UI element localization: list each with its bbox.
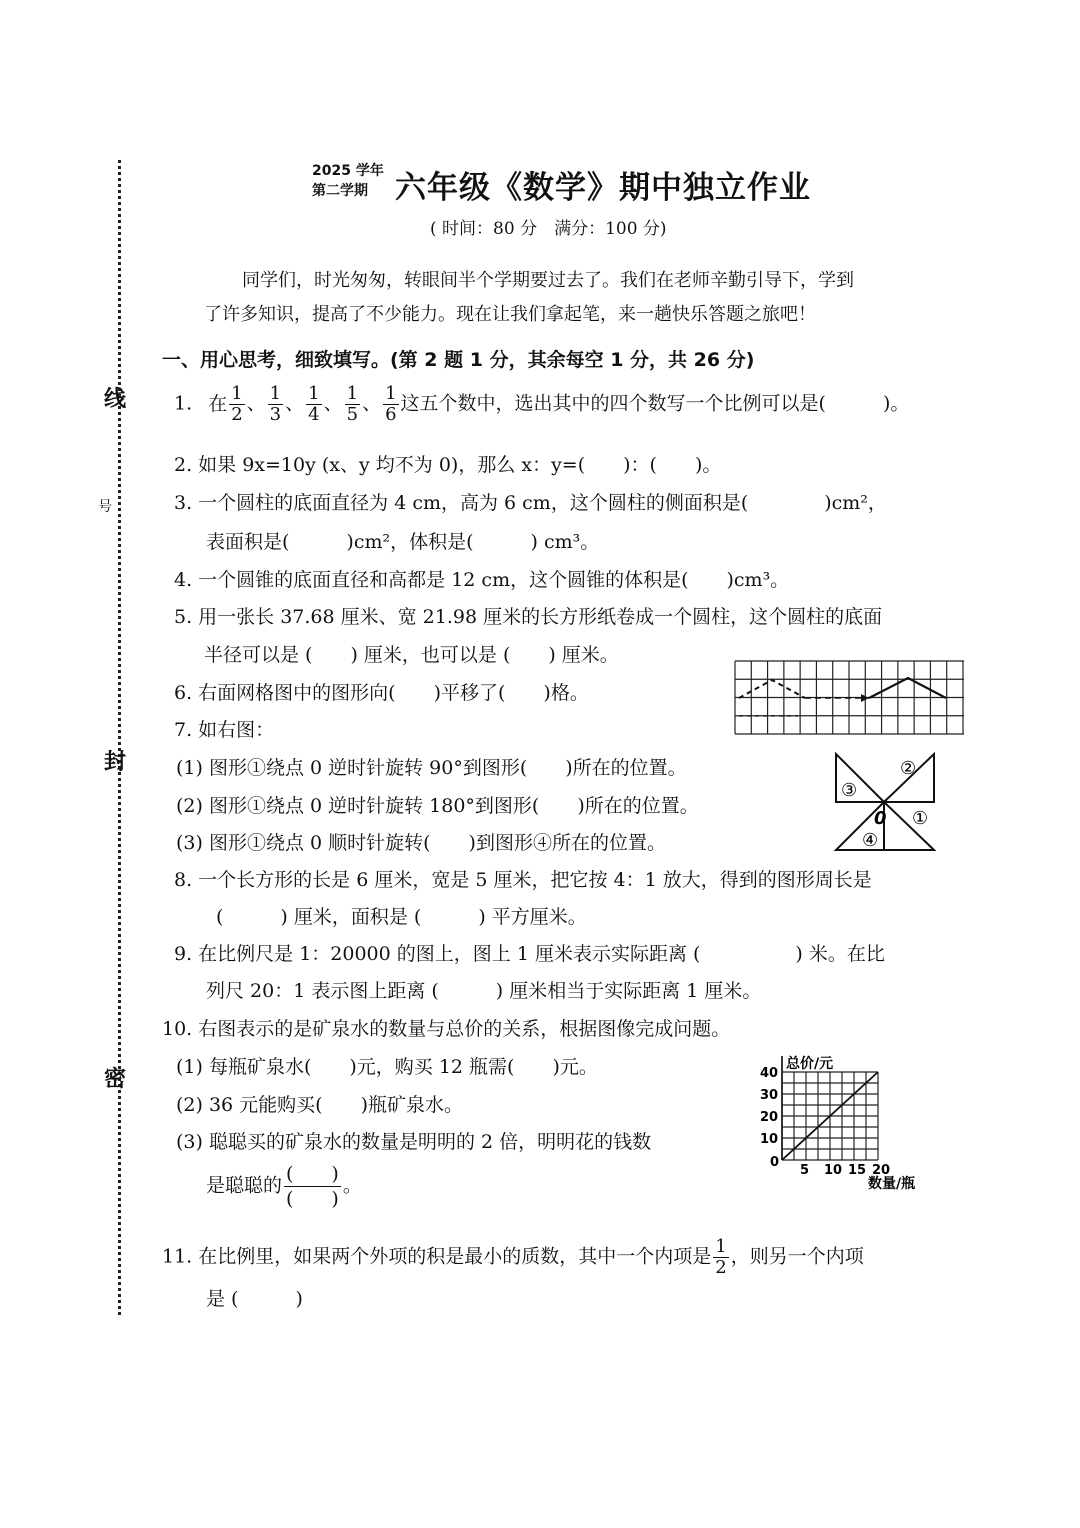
question-11-line-1: 11. 在比例里，如果两个外项的积是最小的质数，其中一个内项是 $\frac{1}{2}$ ，则另一个内项: [162, 1236, 864, 1278]
fraction-1-2: $\frac{1}{2}$: [231, 383, 243, 425]
header-semester: 第二学期: [312, 183, 368, 199]
question-2: 2. 如果 9x=10y (x、y 均不为 0)，那么 x：y=( )：( )。: [174, 454, 722, 476]
question-10-3: (3) 聪聪买的矿泉水的数量是明明的 2 倍，明明花的钱数: [176, 1131, 652, 1153]
question-7-3: (3) 图形①绕点 0 顺时针旋转( )到图形④所在的位置。: [176, 832, 666, 854]
question-10-1: (1) 每瓶矿泉水( )元，购买 12 瓶需( )元。: [176, 1056, 598, 1078]
chart-ytick-label: 30: [760, 1088, 779, 1103]
page-subtitle: ( 时间：80 分 满分：100 分): [430, 219, 667, 239]
question-8-line-1: 8. 一个长方形的长是 6 厘米，宽是 5 厘米，把它按 4：1 放大，得到的图形周长是: [174, 869, 872, 891]
binding-label-xian: 线: [104, 387, 127, 412]
q1-pre: 在: [208, 392, 228, 415]
question-10-3-answer: 是聪聪的 $\frac{( )}{( )}$ 。: [206, 1163, 362, 1210]
label-1: ①: [912, 808, 929, 829]
binding-label-mi: 密: [104, 1067, 127, 1092]
fraction-1-3: $\frac{1}{3}$: [269, 383, 282, 425]
question-7-2: (2) 图形①绕点 0 逆时针旋转 180°到图形( )所在的位置。: [176, 795, 699, 817]
chart-ytick-label: 20: [760, 1110, 779, 1125]
question-11-line-2: 是 ( ): [206, 1288, 303, 1310]
intro-line-1: 同学们，时光匆匆，转眼间半个学期要过去了。我们在老师辛勤引导下，学到: [242, 270, 854, 291]
question-3-line-2: 表面积是( )cm²，体积是( ) cm³。: [206, 531, 600, 553]
chart-xtick-label: 10: [824, 1163, 843, 1178]
fraction-1-4: $\frac{1}{4}$: [308, 383, 320, 425]
question-6: 6. 右面网格图中的图形向( )平移了( )格。: [174, 682, 589, 704]
question-3-line-1: 3. 一个圆柱的底面直径为 4 cm，高为 6 cm，这个圆柱的侧面积是( )cm²，: [174, 492, 887, 514]
translated-shape: [869, 678, 946, 698]
question-9-line-1: 9. 在比例尺是 1：20000 的图上，图上 1 厘米表示实际距离 ( ) 米。在比: [174, 943, 885, 965]
chart-ytick-label: 10: [760, 1132, 779, 1147]
label-4: ④: [862, 830, 879, 851]
page-title: 六年级《数学》期中独立作业: [395, 170, 811, 206]
question-4: 4. 一个圆锥的底面直径和高都是 12 cm，这个圆锥的体积是( )cm³。: [174, 569, 790, 591]
price-quantity-chart: [756, 1052, 936, 1192]
question-1: 1. 在 $\frac{1}{2}$ 、 $\frac{1}{3}$ 、 $\frac{1}{4}$ 、 $\frac{1}{5}$ 、 $\frac{1}{6}$ 这五个数中，选出其中的四个数写一个比例可以是( )。: [174, 383, 910, 425]
chart-xtick-label: 15: [848, 1163, 867, 1178]
binding-label-hao: 号: [98, 499, 112, 515]
intro-line-2: 了许多知识，提高了不少能力。现在让我们拿起笔，来一趟快乐答题之旅吧！: [204, 304, 816, 325]
fraction-1-6: $\frac{1}{6}$: [385, 383, 397, 425]
original-shape: [739, 680, 805, 698]
binding-label-feng: 封: [104, 750, 127, 775]
chart-ylabel: 总价/元: [786, 1056, 834, 1072]
question-9-line-2: 列尺 20：1 表示图上距离 ( ) 厘米相当于实际距离 1 厘米。: [206, 980, 762, 1002]
q1-post: 这五个数中，选出其中的四个数写一个比例可以是( )。: [400, 392, 910, 415]
question-10: 10. 右图表示的是矿泉水的数量与总价的关系，根据图像完成问题。: [162, 1018, 731, 1040]
chart-xtick-label: 5: [800, 1163, 810, 1178]
answer-fraction: $\frac{( )}{( )}$: [286, 1163, 339, 1210]
fraction-1-5: $\frac{1}{5}$: [346, 383, 359, 425]
fraction-one-half: $\frac{1}{2}$: [715, 1236, 727, 1278]
chart-xlabel: 数量/瓶: [868, 1176, 916, 1192]
label-2: ②: [900, 758, 917, 779]
question-8-line-2: ( ) 厘米，面积是 ( ) 平方厘米。: [216, 906, 587, 928]
question-5-line-2: 半径可以是 ( ) 厘米，也可以是 ( ) 厘米。: [204, 644, 619, 666]
binding-dotted-line: [118, 160, 121, 1315]
header-year: 2025 学年: [312, 163, 384, 179]
chart-origin: 0: [770, 1155, 780, 1170]
question-7-1: (1) 图形①绕点 0 逆时针旋转 90°到图形( )所在的位置。: [176, 757, 687, 779]
chart-ytick-label: 40: [760, 1066, 779, 1081]
rotation-figure: [834, 752, 936, 852]
q1-number: 1.: [174, 392, 193, 415]
center-point-label: 0: [874, 808, 887, 829]
chart-xtick-label: 20: [872, 1163, 891, 1178]
question-10-2: (2) 36 元能购买( )瓶矿泉水。: [176, 1094, 463, 1116]
question-7: 7. 如右图：: [174, 719, 275, 741]
label-3: ③: [841, 780, 858, 801]
section-1-title: 一、用心思考，细致填写。(第 2 题 1 分，其余每空 1 分，共 26 分): [162, 349, 755, 371]
question-5-line-1: 5. 用一张长 37.68 厘米、宽 21.98 厘米的长方形纸卷成一个圆柱，这个圆柱的底面: [174, 606, 883, 628]
translation-grid-figure: [734, 660, 966, 736]
